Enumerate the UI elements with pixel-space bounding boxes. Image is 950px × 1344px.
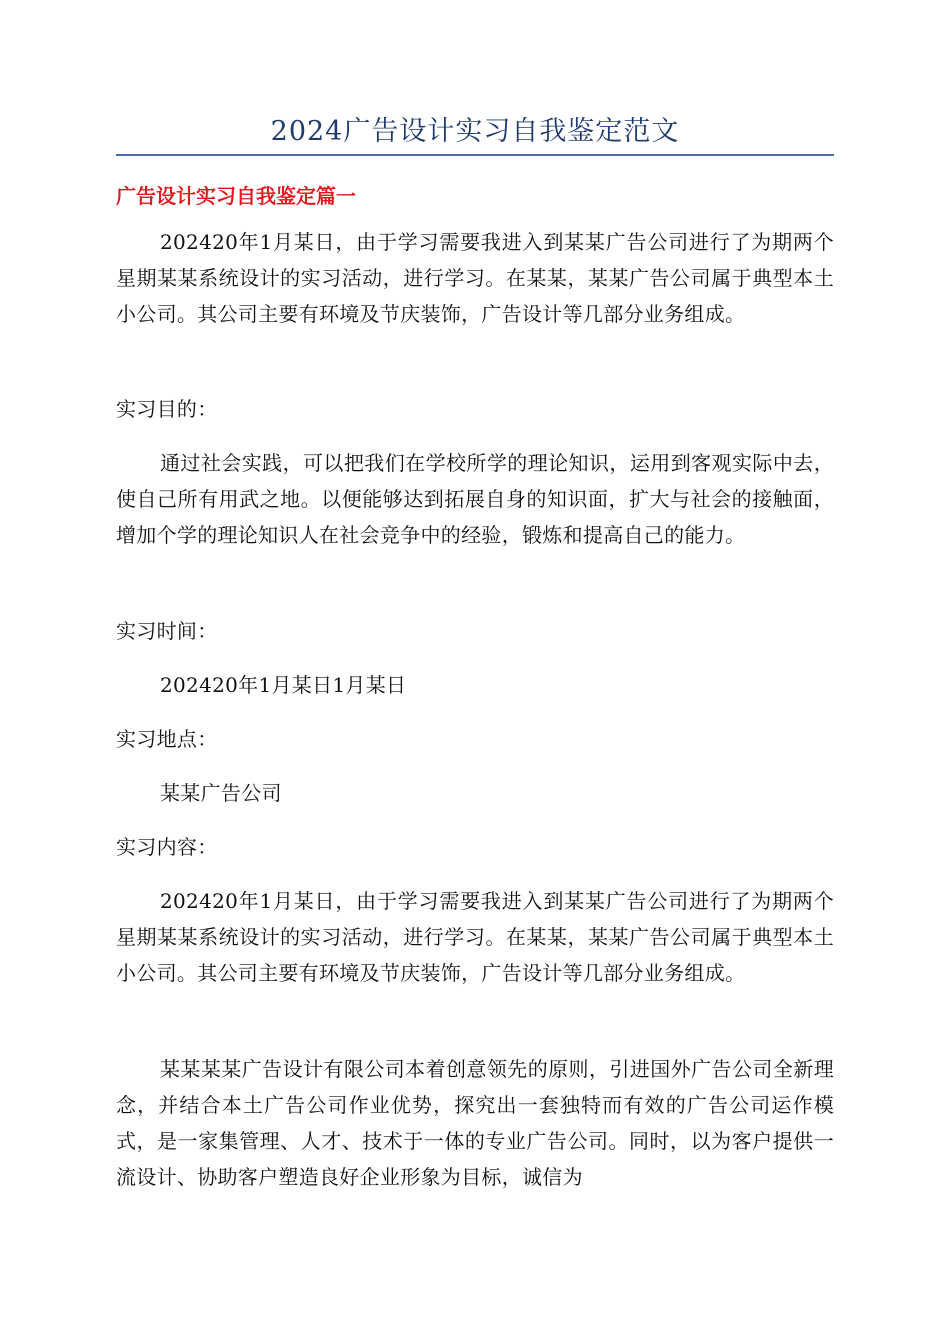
document-title: 2024广告设计实习自我鉴定范文	[270, 116, 680, 147]
title-underline	[116, 154, 834, 156]
paragraph-time: 202420年1月某日1月某日	[160, 673, 407, 697]
label-content: 实习内容：	[116, 835, 218, 859]
paragraph-intro: 202420年1月某日，由于学习需要我进入到某某广告公司进行了为期两个星期某某系统设计的实习活动，进行学习。在某某，某某广告公司属于典型本土小公司。其公司主要有环境及节庆装饰，广告设计等几部分业务组成。	[116, 230, 834, 326]
paragraph-company: 某某某某广告设计有限公司本着创意领先的原则，引进国外广告公司全新理念，并结合本土广告公司作业优势，探究出一套独特而有效的广告公司运作模式，是一家集管理、人才、技术于一体的专业广告公司。同时，以为客户提供一流设计、协助客户塑造良好企业形象为目标，诚信为	[116, 1057, 834, 1189]
label-time: 实习时间：	[116, 619, 218, 643]
section-heading: 广告设计实习自我鉴定篇一	[116, 184, 356, 208]
paragraph-content: 202420年1月某日，由于学习需要我进入到某某广告公司进行了为期两个星期某某系统设计的实习活动，进行学习。在某某，某某广告公司属于典型本土小公司。其公司主要有环境及节庆装饰，广告设计等几部分业务组成。	[116, 889, 834, 985]
paragraph-location: 某某广告公司	[160, 781, 282, 805]
paragraph-purpose: 通过社会实践，可以把我们在学校所学的理论知识，运用到客观实际中去，使自己所有用武之地。以便能够达到拓展自身的知识面，扩大与社会的接触面，增加个学的理论知识人在社会竞争中的经验，锻炼和提高自己的能力。	[116, 451, 834, 547]
label-location: 实习地点：	[116, 727, 218, 751]
label-purpose: 实习目的：	[116, 397, 218, 421]
